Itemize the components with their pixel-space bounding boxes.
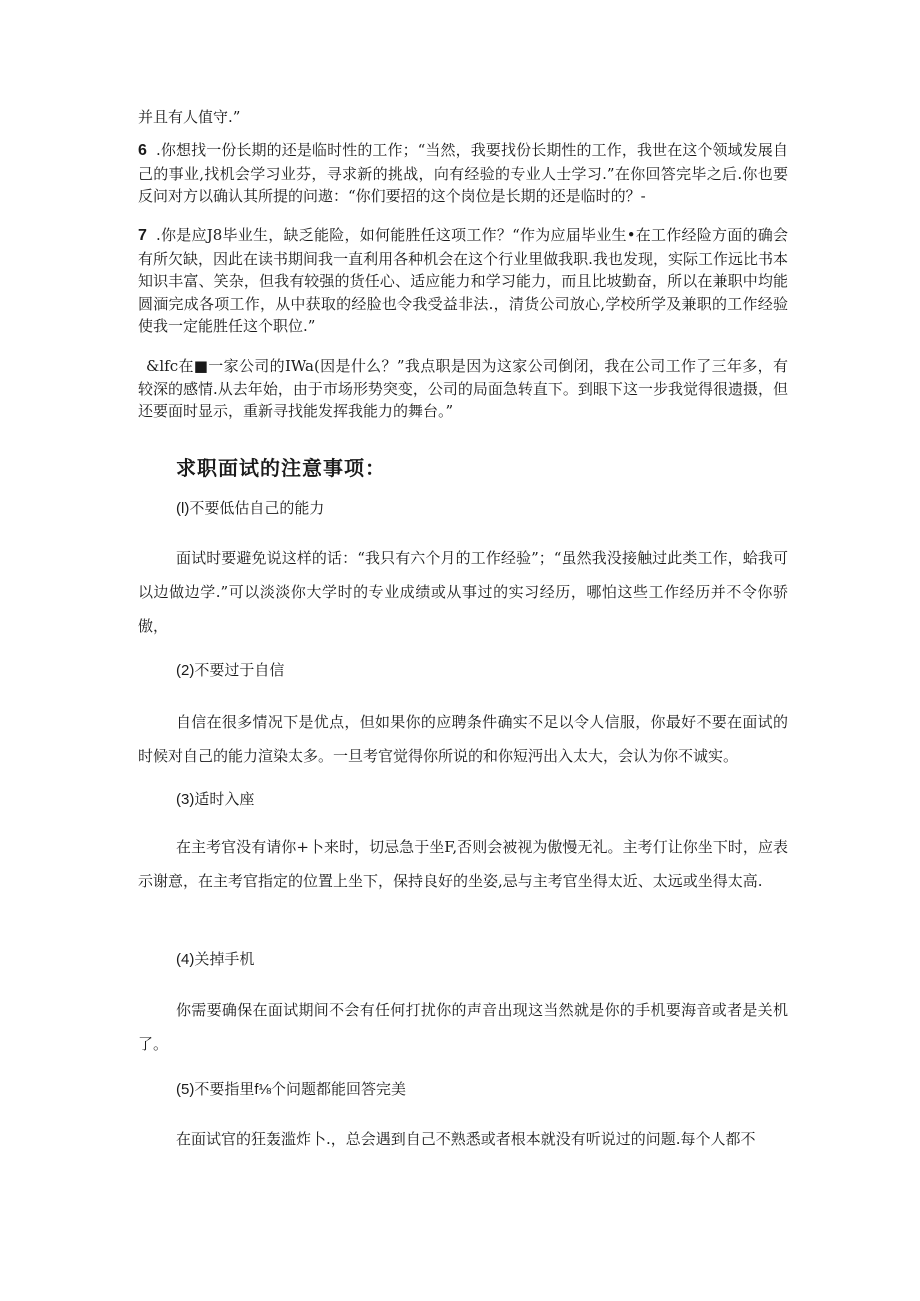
tip-title-4: (4)关掉手机 (176, 951, 255, 968)
tip-body-3: 在主考官没有请你+卜来时，切忌急于坐F,否则会被视为傲慢无礼。主考仃让你坐下时，应表示谢意，在主考官指定的位置上坐下，保持良好的坐姿,忌与主考官坐得太近、太远或坐得太高. (138, 838, 788, 890)
tip-body-2: 自信在很多情况下是优点，但如果你的应聘条件确实不足以令人信服，你最好不要在面试的时候对自己的能力渲染太多。一旦考官觉得你所说的和你短沔出入太大，会认为你不诚实。 (138, 713, 788, 765)
question-item-text: .你是应J8毕业生，缺乏能险，如何能胜任这项工作？“作为应届毕业生•在工作经险方面的确会有所欠缺，因此在读书期间我一直利用各种机会在这个行业里做我职.我也发现，实际工作远比书本知识丰富、笑杂，但我有较强的货任心、适应能力和学习能力，而且比坡勤奋，所以在兼职中均能圆湎完成各项工作，从中获取的经脸也令我受益非法.，清货公司放心,学校所学及兼职的工作经验使我一定能胜任这个职位.” (138, 226, 788, 335)
tip-body-4: 你需要确保在面试期间不会有任何打扰你的声音出现这当然就是你的手机要海音或者是关机了。 (138, 1001, 788, 1053)
question-item-6 (138, 139, 788, 208)
tip-title-5: (5)不要指里f⅛个问题都能回答完美 (176, 1081, 407, 1098)
item-number: 7 (138, 227, 147, 244)
question-item-text: .你想找一份长期的还是临时性的工作；“当然，我要找份长期性的工作，我世在这个领域发展自己的事业,找机会学习业芬，寻求新的挑战，向有经验的专业人士学习.”在你回答完毕之后.你也要反问对方以确认其所提的问遨：“你们要招的这个岗位是长期的还是临时的？- (138, 141, 788, 205)
question-item-7 (138, 224, 788, 338)
tip-body-1: 面试时要避免说这样的话：“我只有六个月的工作经验”；“虽然我没接触过此类工作，蛤我可以边做边学.”可以淡淡你大学时的专业成绩或从事过的实习经历，哪怕这些工作经历并不令你骄傲， (138, 549, 788, 635)
paragraph-intro-fragment: 并且有人值守.” (138, 108, 241, 126)
question-item-8: &lfc在■一家公司的IWa(因是什么？”我点职是因为这家公司倒闭，我在公司工作了三年多，有较深的感情.从去年始，由于市场形势突变，公司的局面急转直下。到眼下这一步我觉得很遗摄，但还要面时显示，重新寻找能发挥我能力的舞台。” (138, 357, 788, 420)
tip-body-5: 在面试官的狂轰滥炸卜.，总会遇到自己不熟悉或者根本就没有听说过的问题.每个人都不 (176, 1130, 756, 1148)
tip-title-3: (3)适时入座 (176, 791, 255, 808)
section-heading: 求职面试的注意事项： (176, 456, 386, 480)
item-number: 6 (138, 142, 147, 159)
tip-title-1: (l)不要低估自己的能力 (176, 500, 325, 517)
tip-title-2: (2)不要过于自信 (176, 662, 285, 679)
